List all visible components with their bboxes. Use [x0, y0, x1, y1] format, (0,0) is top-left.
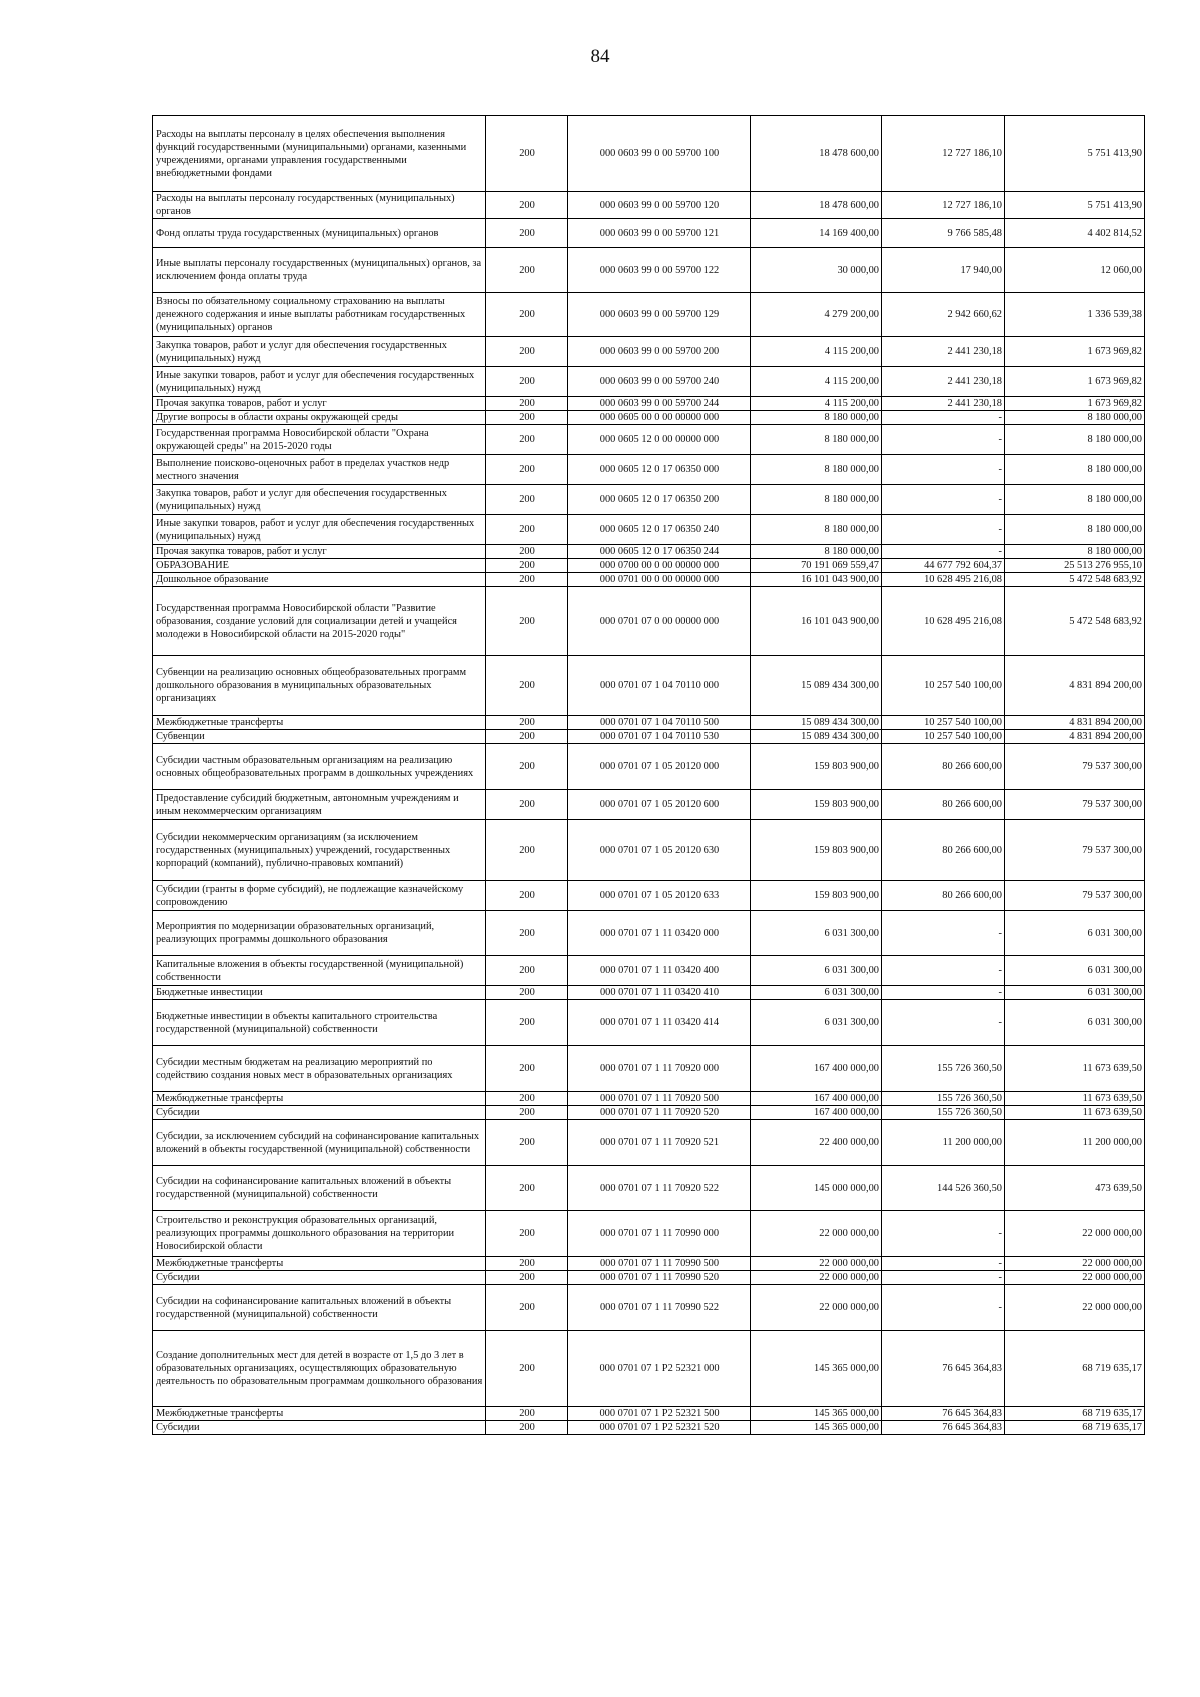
- row-executed-amount: 12 727 186,10: [882, 116, 1005, 192]
- row-code: 200: [486, 956, 568, 986]
- row-unexecuted-amount: 1 673 969,82: [1005, 337, 1145, 367]
- row-classification: 000 0701 07 1 11 70920 522: [568, 1166, 751, 1211]
- table-row: [153, 730, 1145, 744]
- row-code: 200: [486, 573, 568, 587]
- row-code: 200: [486, 559, 568, 573]
- row-approved-amount: 167 400 000,00: [751, 1046, 882, 1092]
- row-code: 200: [486, 425, 568, 455]
- row-unexecuted-amount: 8 180 000,00: [1005, 545, 1145, 559]
- row-approved-amount: 145 000 000,00: [751, 1166, 882, 1211]
- table-row: [153, 293, 1145, 337]
- row-unexecuted-amount: 79 537 300,00: [1005, 820, 1145, 881]
- row-code: 200: [486, 881, 568, 911]
- row-executed-amount: -: [882, 485, 1005, 515]
- row-classification: 000 0701 07 1 11 70990 000: [568, 1211, 751, 1257]
- table-row: [153, 986, 1145, 1000]
- row-code: 200: [486, 219, 568, 248]
- row-name: Расходы на выплаты персоналу в целях обеспечения выполнения функций государственными (муниципальными) органами, казенными учреждениями, органами управления государственными внебюджетными фондами: [153, 116, 486, 192]
- table-row: [153, 1120, 1145, 1166]
- table-row: [153, 116, 1145, 192]
- row-name: Выполнение поисково-оценочных работ в пределах участков недр местного значения: [153, 455, 486, 485]
- row-unexecuted-amount: 12 060,00: [1005, 248, 1145, 293]
- row-classification: 000 0701 07 1 11 70920 520: [568, 1106, 751, 1120]
- row-approved-amount: 22 000 000,00: [751, 1257, 882, 1271]
- row-unexecuted-amount: 8 180 000,00: [1005, 455, 1145, 485]
- row-name: ОБРАЗОВАНИЕ: [153, 559, 486, 573]
- row-code: 200: [486, 485, 568, 515]
- row-classification: 000 0605 12 0 17 06350 200: [568, 485, 751, 515]
- table-row: [153, 1211, 1145, 1257]
- row-executed-amount: 76 645 364,83: [882, 1331, 1005, 1407]
- table-row: [153, 411, 1145, 425]
- row-classification: 000 0701 07 1 11 03420 410: [568, 986, 751, 1000]
- row-name: Бюджетные инвестиции: [153, 986, 486, 1000]
- row-classification: 000 0701 07 1 P2 52321 520: [568, 1421, 751, 1435]
- row-unexecuted-amount: 6 031 300,00: [1005, 986, 1145, 1000]
- row-unexecuted-amount: 8 180 000,00: [1005, 411, 1145, 425]
- row-name: Субвенции на реализацию основных общеобразовательных программ дошкольного образования в муниципальных образовательных организациях: [153, 656, 486, 716]
- row-code: 200: [486, 411, 568, 425]
- row-unexecuted-amount: 25 513 276 955,10: [1005, 559, 1145, 573]
- row-name: Строительство и реконструкция образовательных организаций, реализующих программы дошкольного образования на территории Новосибирской области: [153, 1211, 486, 1257]
- table-row: [153, 1407, 1145, 1421]
- table-row: [153, 248, 1145, 293]
- row-executed-amount: 10 628 495 216,08: [882, 573, 1005, 587]
- row-unexecuted-amount: 5 751 413,90: [1005, 116, 1145, 192]
- table-row: [153, 1166, 1145, 1211]
- row-name: Субвенции: [153, 730, 486, 744]
- row-unexecuted-amount: 11 200 000,00: [1005, 1120, 1145, 1166]
- row-unexecuted-amount: 11 673 639,50: [1005, 1092, 1145, 1106]
- row-classification: 000 0701 07 1 11 70920 521: [568, 1120, 751, 1166]
- row-name: Прочая закупка товаров, работ и услуг: [153, 545, 486, 559]
- row-executed-amount: -: [882, 1285, 1005, 1331]
- row-executed-amount: 2 942 660,62: [882, 293, 1005, 337]
- table-row: [153, 1092, 1145, 1106]
- row-unexecuted-amount: 6 031 300,00: [1005, 1000, 1145, 1046]
- row-executed-amount: -: [882, 411, 1005, 425]
- row-approved-amount: 16 101 043 900,00: [751, 573, 882, 587]
- row-executed-amount: 10 257 540 100,00: [882, 730, 1005, 744]
- row-classification: 000 0701 07 1 04 70110 530: [568, 730, 751, 744]
- row-approved-amount: 8 180 000,00: [751, 515, 882, 545]
- table-row: [153, 425, 1145, 455]
- row-unexecuted-amount: 22 000 000,00: [1005, 1211, 1145, 1257]
- row-executed-amount: -: [882, 1211, 1005, 1257]
- row-code: 200: [486, 337, 568, 367]
- row-code: 200: [486, 986, 568, 1000]
- row-executed-amount: -: [882, 515, 1005, 545]
- row-name: Субсидии, за исключением субсидий на софинансирование капитальных вложений в объекты государственной (муниципальной) собственности: [153, 1120, 486, 1166]
- row-code: 200: [486, 1092, 568, 1106]
- row-classification: 000 0605 12 0 17 06350 240: [568, 515, 751, 545]
- row-name: Расходы на выплаты персоналу государственных (муниципальных) органов: [153, 192, 486, 219]
- row-name: Субсидии: [153, 1106, 486, 1120]
- row-executed-amount: 9 766 585,48: [882, 219, 1005, 248]
- row-executed-amount: 10 628 495 216,08: [882, 587, 1005, 656]
- row-code: 200: [486, 1421, 568, 1435]
- row-approved-amount: 8 180 000,00: [751, 425, 882, 455]
- row-code: 200: [486, 545, 568, 559]
- row-name: Субсидии местным бюджетам на реализацию мероприятий по содействию создания новых мест в образовательных организациях: [153, 1046, 486, 1092]
- row-unexecuted-amount: 11 673 639,50: [1005, 1046, 1145, 1092]
- row-code: 200: [486, 455, 568, 485]
- row-approved-amount: 6 031 300,00: [751, 986, 882, 1000]
- row-unexecuted-amount: 79 537 300,00: [1005, 744, 1145, 790]
- row-executed-amount: 2 441 230,18: [882, 367, 1005, 397]
- row-executed-amount: -: [882, 545, 1005, 559]
- row-executed-amount: 2 441 230,18: [882, 337, 1005, 367]
- row-approved-amount: 8 180 000,00: [751, 411, 882, 425]
- table-row: [153, 1271, 1145, 1285]
- row-unexecuted-amount: 5 472 548 683,92: [1005, 587, 1145, 656]
- row-classification: 000 0605 12 0 00 00000 000: [568, 425, 751, 455]
- row-code: 200: [486, 716, 568, 730]
- row-executed-amount: 17 940,00: [882, 248, 1005, 293]
- row-name: Межбюджетные трансферты: [153, 1257, 486, 1271]
- row-unexecuted-amount: 22 000 000,00: [1005, 1257, 1145, 1271]
- row-code: 200: [486, 1046, 568, 1092]
- row-executed-amount: -: [882, 986, 1005, 1000]
- row-approved-amount: 22 000 000,00: [751, 1285, 882, 1331]
- row-unexecuted-amount: 4 402 814,52: [1005, 219, 1145, 248]
- row-executed-amount: -: [882, 1257, 1005, 1271]
- row-approved-amount: 8 180 000,00: [751, 545, 882, 559]
- row-classification: 000 0605 12 0 17 06350 244: [568, 545, 751, 559]
- table-row: [153, 911, 1145, 956]
- row-unexecuted-amount: 6 031 300,00: [1005, 956, 1145, 986]
- table-row: [153, 881, 1145, 911]
- table-row: [153, 1421, 1145, 1435]
- row-approved-amount: 70 191 069 559,47: [751, 559, 882, 573]
- row-approved-amount: 15 089 434 300,00: [751, 656, 882, 716]
- row-code: 200: [486, 820, 568, 881]
- row-code: 200: [486, 1257, 568, 1271]
- row-code: 200: [486, 1166, 568, 1211]
- row-classification: 000 0603 99 0 00 59700 120: [568, 192, 751, 219]
- row-classification: 000 0701 07 1 05 20120 630: [568, 820, 751, 881]
- table-row: [153, 455, 1145, 485]
- row-code: 200: [486, 1120, 568, 1166]
- table-row: [153, 956, 1145, 986]
- row-classification: 000 0700 00 0 00 00000 000: [568, 559, 751, 573]
- row-unexecuted-amount: 8 180 000,00: [1005, 515, 1145, 545]
- row-executed-amount: 80 266 600,00: [882, 820, 1005, 881]
- row-executed-amount: 155 726 360,50: [882, 1106, 1005, 1120]
- row-executed-amount: -: [882, 455, 1005, 485]
- row-name: Взносы по обязательному социальному страхованию на выплаты денежного содержания и иные выплаты работникам государственных (муниципальных) органов: [153, 293, 486, 337]
- row-name: Закупка товаров, работ и услуг для обеспечения государственных (муниципальных) нужд: [153, 485, 486, 515]
- table-row: [153, 744, 1145, 790]
- row-classification: 000 0701 07 1 11 70990 520: [568, 1271, 751, 1285]
- row-approved-amount: 145 365 000,00: [751, 1407, 882, 1421]
- row-code: 200: [486, 367, 568, 397]
- row-name: Капитальные вложения в объекты государственной (муниципальной) собственности: [153, 956, 486, 986]
- row-approved-amount: 15 089 434 300,00: [751, 716, 882, 730]
- row-unexecuted-amount: 22 000 000,00: [1005, 1285, 1145, 1331]
- row-executed-amount: 155 726 360,50: [882, 1092, 1005, 1106]
- row-classification: 000 0701 07 1 11 70920 000: [568, 1046, 751, 1092]
- row-name: Иные закупки товаров, работ и услуг для обеспечения государственных (муниципальных) нужд: [153, 367, 486, 397]
- row-classification: 000 0603 99 0 00 59700 122: [568, 248, 751, 293]
- row-approved-amount: 4 115 200,00: [751, 337, 882, 367]
- row-name: Фонд оплаты труда государственных (муниципальных) органов: [153, 219, 486, 248]
- row-name: Бюджетные инвестиции в объекты капитального строительства государственной (муниципальной) собственности: [153, 1000, 486, 1046]
- row-unexecuted-amount: 68 719 635,17: [1005, 1421, 1145, 1435]
- row-code: 200: [486, 515, 568, 545]
- expenditure-table: [152, 115, 1145, 1435]
- row-name: Государственная программа Новосибирской области "Охрана окружающей среды" на 2015-2020 годы: [153, 425, 486, 455]
- row-approved-amount: 22 000 000,00: [751, 1271, 882, 1285]
- row-unexecuted-amount: 1 336 539,38: [1005, 293, 1145, 337]
- row-classification: 000 0603 99 0 00 59700 100: [568, 116, 751, 192]
- row-name: Государственная программа Новосибирской области "Развитие образования, создание условий для социализации детей и учащейся молодежи в Новосибирской области на 2015-2020 годы": [153, 587, 486, 656]
- row-approved-amount: 22 000 000,00: [751, 1211, 882, 1257]
- row-classification: 000 0701 07 1 11 70920 500: [568, 1092, 751, 1106]
- row-approved-amount: 6 031 300,00: [751, 956, 882, 986]
- row-code: 200: [486, 293, 568, 337]
- row-code: 200: [486, 397, 568, 411]
- row-unexecuted-amount: 4 831 894 200,00: [1005, 730, 1145, 744]
- table-row: [153, 219, 1145, 248]
- row-name: Дошкольное образование: [153, 573, 486, 587]
- row-unexecuted-amount: 68 719 635,17: [1005, 1407, 1145, 1421]
- row-executed-amount: 11 200 000,00: [882, 1120, 1005, 1166]
- row-code: 200: [486, 744, 568, 790]
- row-name: Межбюджетные трансферты: [153, 716, 486, 730]
- row-code: 200: [486, 1211, 568, 1257]
- row-executed-amount: 44 677 792 604,37: [882, 559, 1005, 573]
- row-unexecuted-amount: 4 831 894 200,00: [1005, 656, 1145, 716]
- row-classification: 000 0701 07 1 05 20120 600: [568, 790, 751, 820]
- row-executed-amount: 80 266 600,00: [882, 881, 1005, 911]
- row-name: Субсидии частным образовательным организациям на реализацию основных общеобразовательных программ в дошкольных учреждениях: [153, 744, 486, 790]
- row-code: 200: [486, 1000, 568, 1046]
- row-approved-amount: 145 365 000,00: [751, 1331, 882, 1407]
- row-classification: 000 0605 00 0 00 00000 000: [568, 411, 751, 425]
- row-executed-amount: -: [882, 911, 1005, 956]
- row-classification: 000 0701 07 1 04 70110 500: [568, 716, 751, 730]
- row-code: 200: [486, 192, 568, 219]
- row-classification: 000 0701 07 1 05 20120 633: [568, 881, 751, 911]
- table-row: [153, 656, 1145, 716]
- row-approved-amount: 8 180 000,00: [751, 485, 882, 515]
- row-unexecuted-amount: 79 537 300,00: [1005, 790, 1145, 820]
- row-executed-amount: 144 526 360,50: [882, 1166, 1005, 1211]
- row-executed-amount: 80 266 600,00: [882, 790, 1005, 820]
- row-approved-amount: 159 803 900,00: [751, 881, 882, 911]
- row-approved-amount: 6 031 300,00: [751, 911, 882, 956]
- row-executed-amount: 76 645 364,83: [882, 1407, 1005, 1421]
- row-name: Межбюджетные трансферты: [153, 1092, 486, 1106]
- row-classification: 000 0701 07 1 11 03420 400: [568, 956, 751, 986]
- row-approved-amount: 22 400 000,00: [751, 1120, 882, 1166]
- row-classification: 000 0603 99 0 00 59700 200: [568, 337, 751, 367]
- table-row: [153, 790, 1145, 820]
- row-executed-amount: 80 266 600,00: [882, 744, 1005, 790]
- row-executed-amount: -: [882, 425, 1005, 455]
- row-unexecuted-amount: 1 673 969,82: [1005, 367, 1145, 397]
- row-name: Субсидии некоммерческим организациям (за исключением государственных (муниципальных) учреждений, государственных корпораций (компаний), публично-правовых компаний): [153, 820, 486, 881]
- row-classification: 000 0701 07 0 00 00000 000: [568, 587, 751, 656]
- row-executed-amount: -: [882, 1000, 1005, 1046]
- row-classification: 000 0603 99 0 00 59700 129: [568, 293, 751, 337]
- table-row: [153, 587, 1145, 656]
- row-executed-amount: 155 726 360,50: [882, 1046, 1005, 1092]
- table-row: [153, 716, 1145, 730]
- row-executed-amount: 10 257 540 100,00: [882, 716, 1005, 730]
- row-classification: 000 0701 07 1 P2 52321 000: [568, 1331, 751, 1407]
- table-row: [153, 559, 1145, 573]
- table-row: [153, 1257, 1145, 1271]
- row-unexecuted-amount: 79 537 300,00: [1005, 881, 1145, 911]
- table-row: [153, 397, 1145, 411]
- table-row: [153, 1331, 1145, 1407]
- row-unexecuted-amount: 68 719 635,17: [1005, 1331, 1145, 1407]
- row-executed-amount: 12 727 186,10: [882, 192, 1005, 219]
- row-approved-amount: 145 365 000,00: [751, 1421, 882, 1435]
- row-unexecuted-amount: 22 000 000,00: [1005, 1271, 1145, 1285]
- row-approved-amount: 4 115 200,00: [751, 397, 882, 411]
- table-row: [153, 573, 1145, 587]
- table-row: [153, 485, 1145, 515]
- row-name: Субсидии на софинансирование капитальных вложений в объекты государственной (муниципальной) собственности: [153, 1166, 486, 1211]
- row-classification: 000 0701 07 1 P2 52321 500: [568, 1407, 751, 1421]
- row-name: Мероприятия по модернизации образовательных организаций, реализующих программы дошкольного образования: [153, 911, 486, 956]
- row-unexecuted-amount: 4 831 894 200,00: [1005, 716, 1145, 730]
- row-approved-amount: 4 279 200,00: [751, 293, 882, 337]
- row-unexecuted-amount: 1 673 969,82: [1005, 397, 1145, 411]
- row-code: 200: [486, 1285, 568, 1331]
- table-row: [153, 1285, 1145, 1331]
- row-code: 200: [486, 248, 568, 293]
- row-classification: 000 0603 99 0 00 59700 121: [568, 219, 751, 248]
- row-classification: 000 0603 99 0 00 59700 244: [568, 397, 751, 411]
- row-approved-amount: 18 478 600,00: [751, 192, 882, 219]
- row-code: 200: [486, 1331, 568, 1407]
- row-name: Предоставление субсидий бюджетным, автономным учреждениям и иным некоммерческим организациям: [153, 790, 486, 820]
- row-classification: 000 0701 07 1 11 70990 500: [568, 1257, 751, 1271]
- row-approved-amount: 159 803 900,00: [751, 790, 882, 820]
- row-code: 200: [486, 1407, 568, 1421]
- expenditure-table-body: [153, 116, 1145, 1435]
- row-approved-amount: 167 400 000,00: [751, 1092, 882, 1106]
- table-row: [153, 337, 1145, 367]
- row-classification: 000 0701 07 1 11 03420 414: [568, 1000, 751, 1046]
- row-approved-amount: 16 101 043 900,00: [751, 587, 882, 656]
- table-row: [153, 192, 1145, 219]
- row-approved-amount: 4 115 200,00: [751, 367, 882, 397]
- row-name: Межбюджетные трансферты: [153, 1407, 486, 1421]
- row-executed-amount: 2 441 230,18: [882, 397, 1005, 411]
- row-classification: 000 0701 07 1 05 20120 000: [568, 744, 751, 790]
- row-approved-amount: 159 803 900,00: [751, 744, 882, 790]
- row-code: 200: [486, 656, 568, 716]
- row-code: 200: [486, 587, 568, 656]
- table-row: [153, 1000, 1145, 1046]
- row-name: Закупка товаров, работ и услуг для обеспечения государственных (муниципальных) нужд: [153, 337, 486, 367]
- row-name: Субсидии: [153, 1271, 486, 1285]
- row-unexecuted-amount: 8 180 000,00: [1005, 485, 1145, 515]
- row-code: 200: [486, 911, 568, 956]
- table-row: [153, 820, 1145, 881]
- row-unexecuted-amount: 473 639,50: [1005, 1166, 1145, 1211]
- row-name: Создание дополнительных мест для детей в возрасте от 1,5 до 3 лет в образовательных организациях, осуществляющих образовательную деятельность по образовательным программам дошкольного образования: [153, 1331, 486, 1407]
- row-code: 200: [486, 1271, 568, 1285]
- row-unexecuted-amount: 8 180 000,00: [1005, 425, 1145, 455]
- row-code: 200: [486, 116, 568, 192]
- row-name: Субсидии (гранты в форме субсидий), не подлежащие казначейскому сопровождению: [153, 881, 486, 911]
- row-name: Иные выплаты персоналу государственных (муниципальных) органов, за исключением фонда оплаты труда: [153, 248, 486, 293]
- row-approved-amount: 8 180 000,00: [751, 455, 882, 485]
- table-row: [153, 1106, 1145, 1120]
- row-unexecuted-amount: 6 031 300,00: [1005, 911, 1145, 956]
- row-classification: 000 0701 07 1 04 70110 000: [568, 656, 751, 716]
- row-unexecuted-amount: 5 472 548 683,92: [1005, 573, 1145, 587]
- row-approved-amount: 18 478 600,00: [751, 116, 882, 192]
- row-name: Прочая закупка товаров, работ и услуг: [153, 397, 486, 411]
- row-executed-amount: 10 257 540 100,00: [882, 656, 1005, 716]
- row-code: 200: [486, 730, 568, 744]
- table-row: [153, 1046, 1145, 1092]
- page-number: 84: [590, 46, 610, 67]
- row-name: Другие вопросы в области охраны окружающей среды: [153, 411, 486, 425]
- row-classification: 000 0701 07 1 11 70990 522: [568, 1285, 751, 1331]
- row-classification: 000 0701 07 1 11 03420 000: [568, 911, 751, 956]
- row-classification: 000 0605 12 0 17 06350 000: [568, 455, 751, 485]
- table-row: [153, 367, 1145, 397]
- row-executed-amount: -: [882, 1271, 1005, 1285]
- row-name: Иные закупки товаров, работ и услуг для обеспечения государственных (муниципальных) нужд: [153, 515, 486, 545]
- row-approved-amount: 30 000,00: [751, 248, 882, 293]
- row-name: Субсидии на софинансирование капитальных вложений в объекты государственной (муниципальной) собственности: [153, 1285, 486, 1331]
- row-approved-amount: 167 400 000,00: [751, 1106, 882, 1120]
- row-executed-amount: 76 645 364,83: [882, 1421, 1005, 1435]
- row-name: Субсидии: [153, 1421, 486, 1435]
- row-executed-amount: -: [882, 956, 1005, 986]
- row-approved-amount: 159 803 900,00: [751, 820, 882, 881]
- row-classification: 000 0701 00 0 00 00000 000: [568, 573, 751, 587]
- row-approved-amount: 15 089 434 300,00: [751, 730, 882, 744]
- row-unexecuted-amount: 11 673 639,50: [1005, 1106, 1145, 1120]
- row-code: 200: [486, 790, 568, 820]
- table-row: [153, 545, 1145, 559]
- row-classification: 000 0603 99 0 00 59700 240: [568, 367, 751, 397]
- row-approved-amount: 6 031 300,00: [751, 1000, 882, 1046]
- row-approved-amount: 14 169 400,00: [751, 219, 882, 248]
- table-row: [153, 515, 1145, 545]
- row-unexecuted-amount: 5 751 413,90: [1005, 192, 1145, 219]
- row-code: 200: [486, 1106, 568, 1120]
